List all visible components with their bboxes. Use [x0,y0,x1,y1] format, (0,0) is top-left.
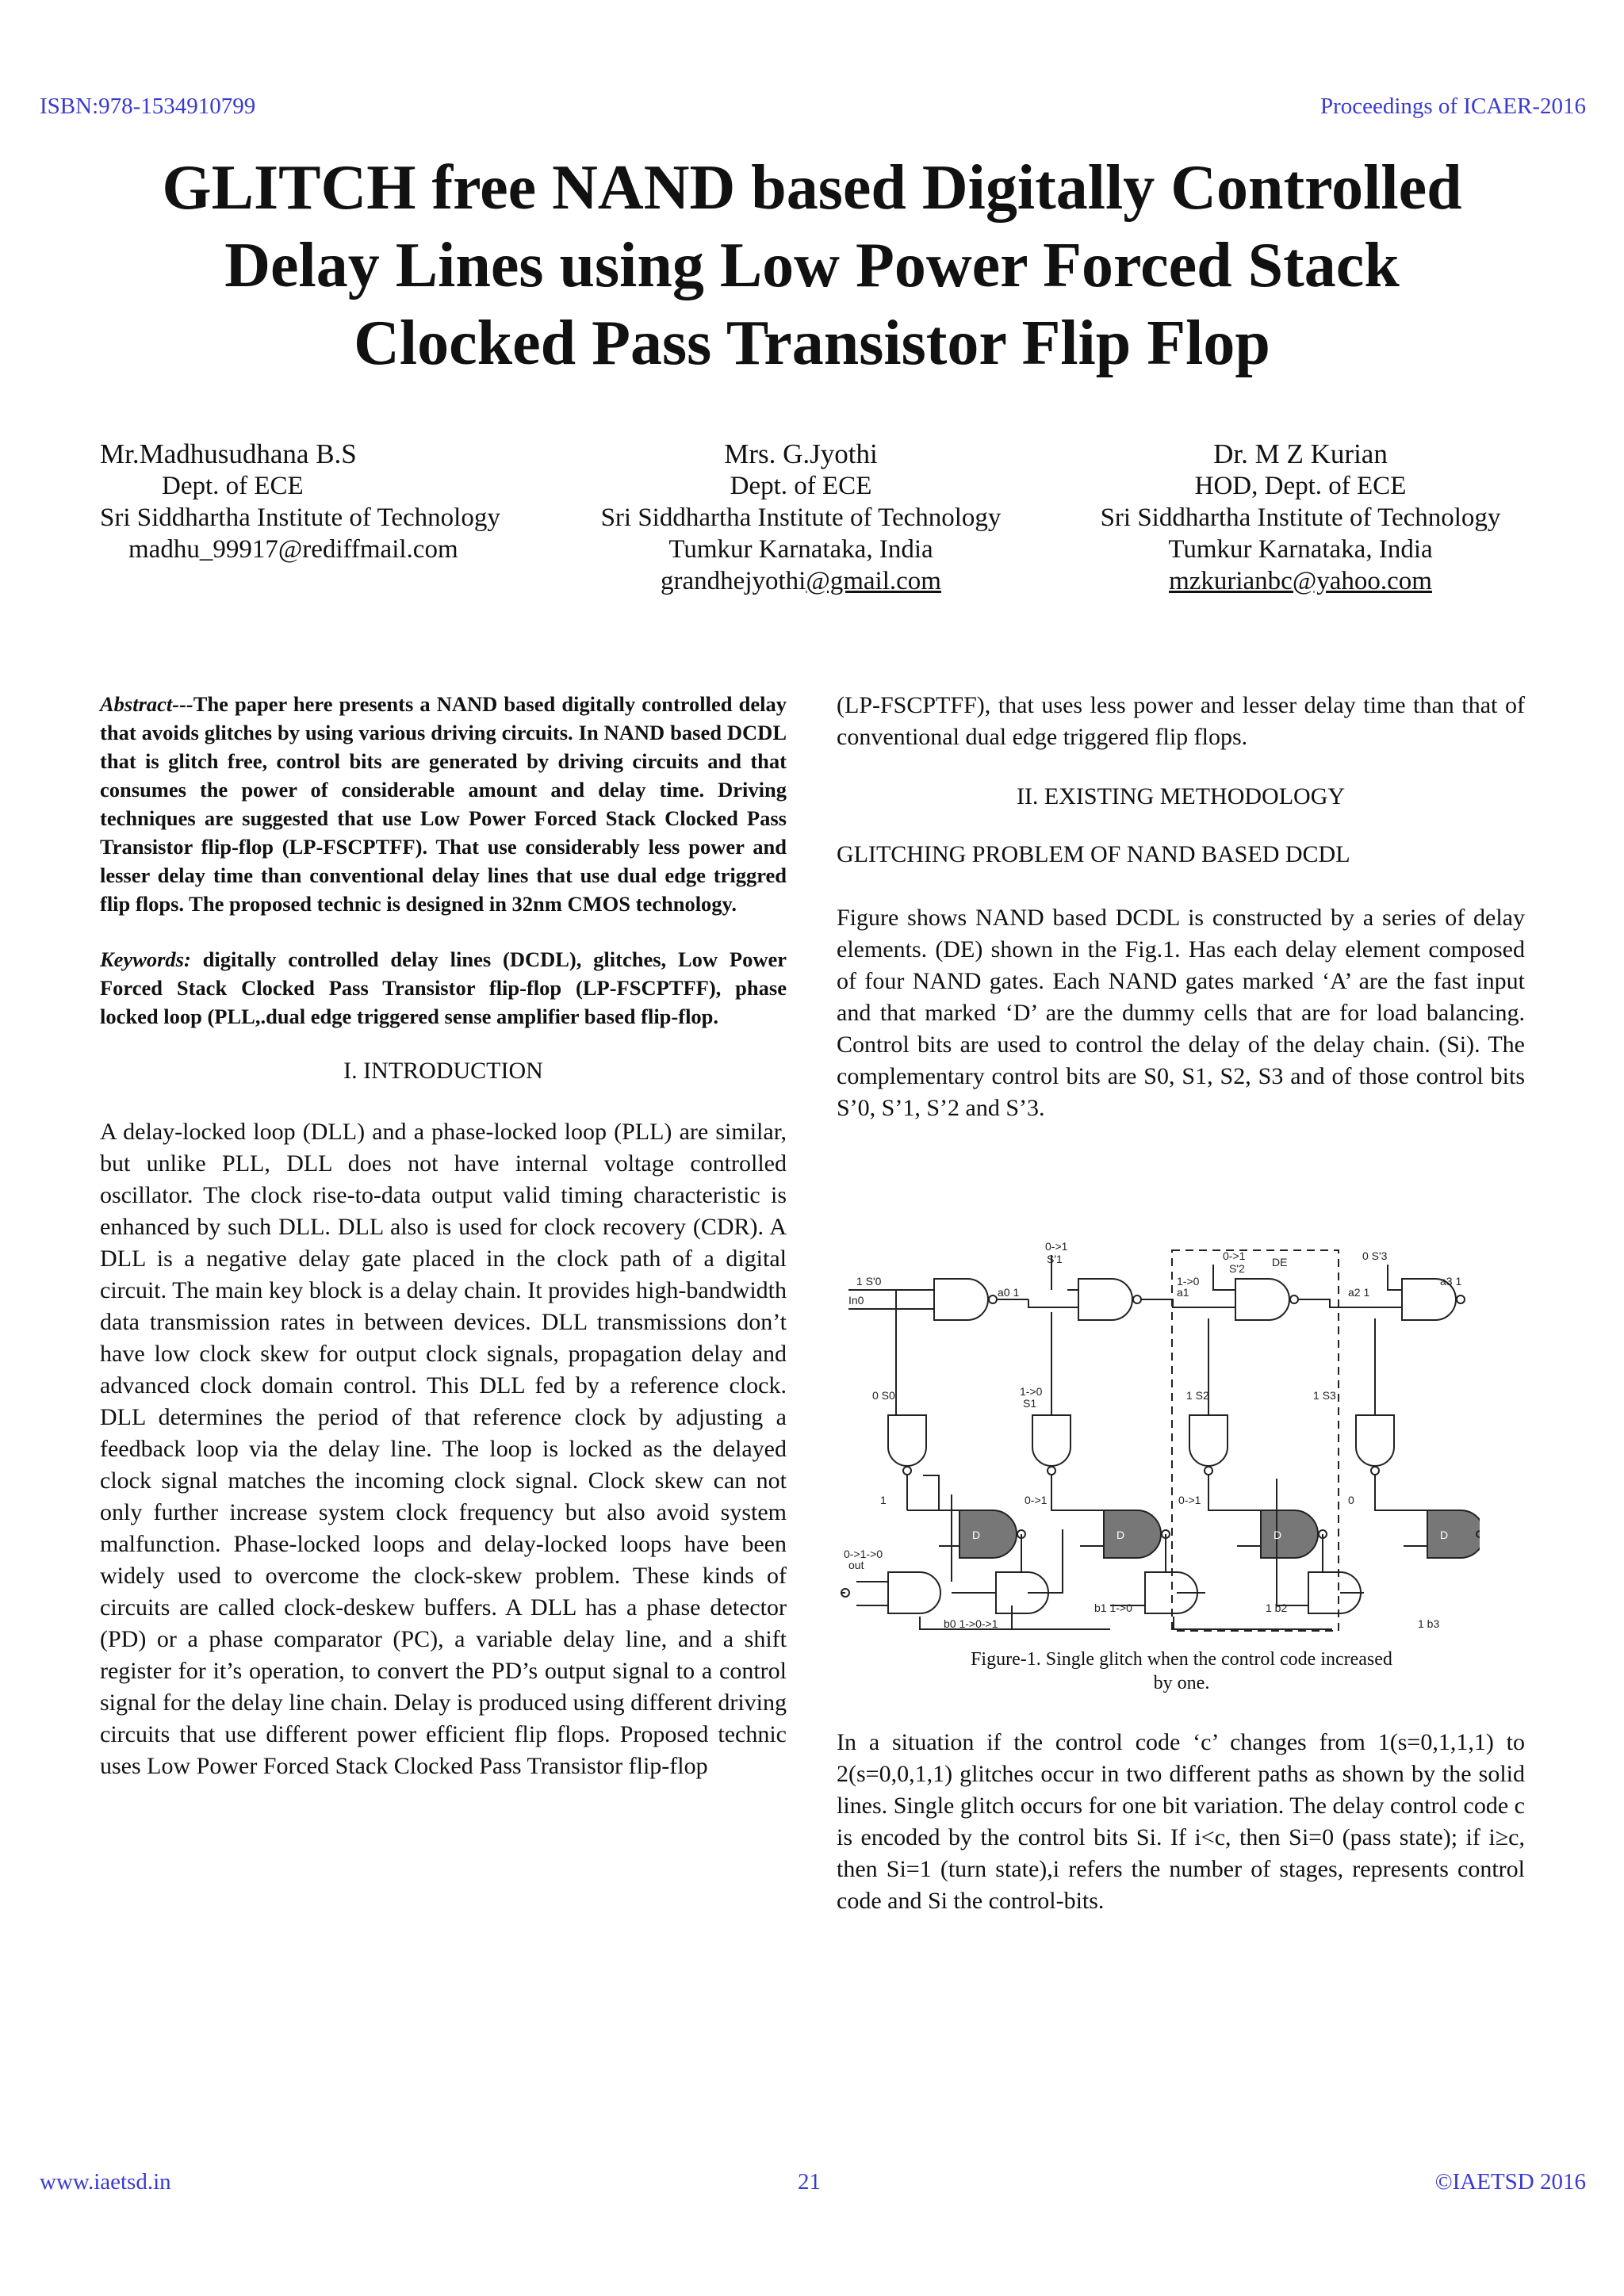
svg-text:b1 1->0: b1 1->0 [1094,1601,1132,1614]
caption-line-2: by one. [1153,1673,1210,1693]
author-dept: Dept. of ECE [730,472,872,500]
abstract [100,690,787,918]
svg-text:a2 1: a2 1 [1348,1286,1370,1299]
svg-text:0->1: 0->1 [1045,1240,1068,1253]
abstract-label: Abstract--- [100,692,193,716]
svg-text:a0 1: a0 1 [998,1286,1020,1299]
keywords-label: Keywords: [100,947,191,971]
figure-1-circuit [841,1233,1480,1645]
svg-text:a3 1: a3 1 [1440,1275,1462,1288]
nand-top-1 [1078,1279,1141,1320]
dummy-gate-0 [959,1510,1025,1558]
svg-text:a1: a1 [1177,1286,1189,1299]
abstract-text: The paper here presents a NAND based digitally controlled delay that avoids glitches by using various driving circuits. In NAND based DCDL that is glitch free, control bits are generated by driving circuits and that consumes the power of considerable amount and delay time. Driving techniques are suggested that use Low Power Forced Stack Clocked Pass Transistor flip-flop (LP-FSCPTFF). That use considerably less power and lesser delay time than conventional delay lines that use dual edge triggred flip flops. The proposed technic is designed in 32nm CMOS technology. [100,692,787,916]
title-line-2: Delay Lines using Low Power Forced Stack [224,231,1400,300]
svg-text:1: 1 [880,1494,887,1506]
author-inst: Sri Siddhartha Institute of Technology [600,503,1002,532]
right-column [837,690,1525,1124]
svg-text:0 S'3: 0 S'3 [1362,1249,1388,1262]
svg-text:1 b3: 1 b3 [1418,1617,1440,1630]
svg-text:0->1: 0->1 [1025,1494,1048,1506]
title-line-1: GLITCH free NAND based Digitally Controlled [162,153,1462,223]
author-email[interactable]: mzkurianbc@yahoo.com [1169,567,1432,595]
nand-top-2 [1235,1279,1298,1320]
right-continuation: (LP-FSCPTFF), that uses less power and lesser delay time than that of conventional dual edge triggered flip flops. [837,692,1525,750]
svg-text:D: D [1116,1529,1125,1541]
isbn: ISBN:978-1534910799 [40,94,256,119]
svg-text:1 S'0: 1 S'0 [856,1275,882,1288]
footer-copyright: ©IAETSD 2016 [1434,2169,1586,2195]
svg-text:S1: S1 [1023,1397,1037,1410]
svg-text:1 S2: 1 S2 [1186,1389,1209,1402]
page-number: 21 [798,2169,821,2195]
svg-text:1 b2: 1 b2 [1266,1601,1288,1614]
dummy-gate-3 [1427,1510,1480,1558]
author-name: Mr.Madhusudhana B.S [100,438,357,469]
title-line-3: Clocked Pass Transistor Flip Flop [354,308,1270,378]
svg-text:D: D [972,1529,981,1541]
author-email[interactable]: grandhejyothi@gmail.com [661,567,941,595]
svg-text:D: D [1440,1529,1449,1541]
author-name: Mrs. G.Jyothi [724,438,878,469]
intro-text: A delay-locked loop (DLL) and a phase-locked loop (PLL) are similar, but unlike PLL, DLL does not have internal voltage controlled oscillator. The clock rise-to-data output valid timing characteristic is enhanced by such DLL. DLL also is used for clock recovery (CDR). A DLL is a negative delay gate placed in the clock path of a digital circuit. The main key block is a delay chain. It provides high-bandwidth data transmission rates in between devices. DLL transmissions don’t have low clock skew for output clock signals, propagation delay and advanced clock domain control. This DLL fed by a reference clock. DLL determines the period of that reference clock by adjusting a feedback loop via the delay line. The loop is locked as the delayed clock signal matches the incoming clock signal. Clock skew can not only further increase system clock frequency but also avoid system malfunction. Phase-locked loops and delay-locked loops have been widely used to overcome the clock-skew problem. These kinds of circuits are called clock-deskew buffers. A DLL has a phase detector (PD) or a phase comparator (PC), a variable delay line, and a shift register for it’s operation, to convert the PD’s output signal to a control signal for the delay line chain. Delay is produced using different driving circuits that use different power efficient flip flops. Proposed technic uses Low Power Forced Stack Clocked Pass Transistor flip-flop [100,1119,787,1779]
nand-mid-0 [888,1415,926,1475]
author-inst: Sri Siddhartha Institute of Technology [1100,503,1501,532]
caption-line-1: Figure-1. Single glitch when the control code increased [971,1649,1392,1670]
svg-text:D: D [1274,1529,1282,1541]
figure-caption [872,1647,1491,1695]
proceedings: Proceedings of ICAER-2016 [1320,94,1586,119]
author-location: Tumkur Karnataka, India [668,535,933,564]
dummy-gate-1 [1104,1510,1170,1558]
author-inst: Sri Siddhartha Institute of Technology [100,503,500,532]
svg-text:1 S3: 1 S3 [1313,1389,1336,1402]
author-dept: HOD, Dept. of ECE [1194,472,1407,500]
author-3 [1078,438,1522,597]
svg-text:0->1: 0->1 [1223,1249,1246,1262]
keywords-text: digitally controlled delay lines (DCDL), glitches, Low Power Forced Stack Clocked Pass Transistor flip-flop (LP-FSCPTFF), phase locked loop (PLL,.dual edge triggered sense amplifier based flip-flop. [100,947,787,1028]
svg-text:b0 1->0->1: b0 1->0->1 [944,1617,998,1630]
keywords [100,945,787,1031]
intro-heading: I. INTRODUCTION [343,1058,543,1084]
nand-mid-2 [1189,1415,1228,1475]
svg-text:1->0: 1->0 [1177,1275,1200,1288]
footer-url[interactable]: www.iaetsd.in [40,2169,171,2195]
svg-text:1->0: 1->0 [1020,1385,1043,1398]
author-2 [579,438,1023,597]
svg-text:S'2: S'2 [1229,1262,1245,1275]
paper-title [79,149,1545,382]
svg-text:DE: DE [1272,1256,1288,1269]
nand-top-0 [934,1279,997,1320]
existing-para-2: In a situation if the control code ‘c’ changes from 1(s=0,1,1,1) to 2(s=0,0,1,1) glitches occur in two different paths as shown by the solid lines. Single glitch occurs for one bit variation. The delay control code c is encoded by the control bits Si. If i<c, then Si=0 (pass state); if i≥c, then Si=1 (turn state),i refers the number of stages, represents control code and Si the control-bits. [837,1729,1525,1914]
author-email[interactable]: madhu_99917@rediffmail.com [128,535,458,564]
author-1 [100,438,544,565]
svg-text:S'1: S'1 [1047,1253,1063,1265]
existing-para-1: Figure shows NAND based DCDL is constructed by a series of delay elements. (DE) shown in the Fig.1. Has each delay element composed of four NAND gates. Each NAND gates marked ‘A’ are the fast input and that marked ‘D’ are the dummy cells that are for load balancing. Control bits are used to control the delay of the delay chain. (Si). The complementary control bits are S0, S1, S2, S3 and of those control bits S’0, S’1, S’2 and S’3. [837,905,1525,1121]
svg-text:0->1: 0->1 [1178,1494,1201,1506]
nand-mid-3 [1356,1415,1394,1475]
author-name: Dr. M Z Kurian [1213,438,1388,469]
svg-text:0->1->0: 0->1->0 [844,1548,883,1560]
glitch-subheading: GLITCHING PROBLEM OF NAND BASED DCDL [837,841,1350,867]
dummy-gate-2 [1261,1510,1327,1558]
author-dept: Dept. of ECE [162,472,304,500]
nand-bot-0 [841,1572,940,1613]
left-column [100,690,787,1782]
svg-text:0: 0 [1348,1494,1354,1506]
svg-text:out: out [848,1559,864,1571]
nand-mid-1 [1032,1415,1071,1475]
author-location: Tumkur Karnataka, India [1168,535,1433,564]
svg-text:0 S0: 0 S0 [872,1389,895,1402]
svg-text:In0: In0 [848,1294,864,1307]
existing-heading: II. EXISTING METHODOLOGY [1016,783,1346,809]
